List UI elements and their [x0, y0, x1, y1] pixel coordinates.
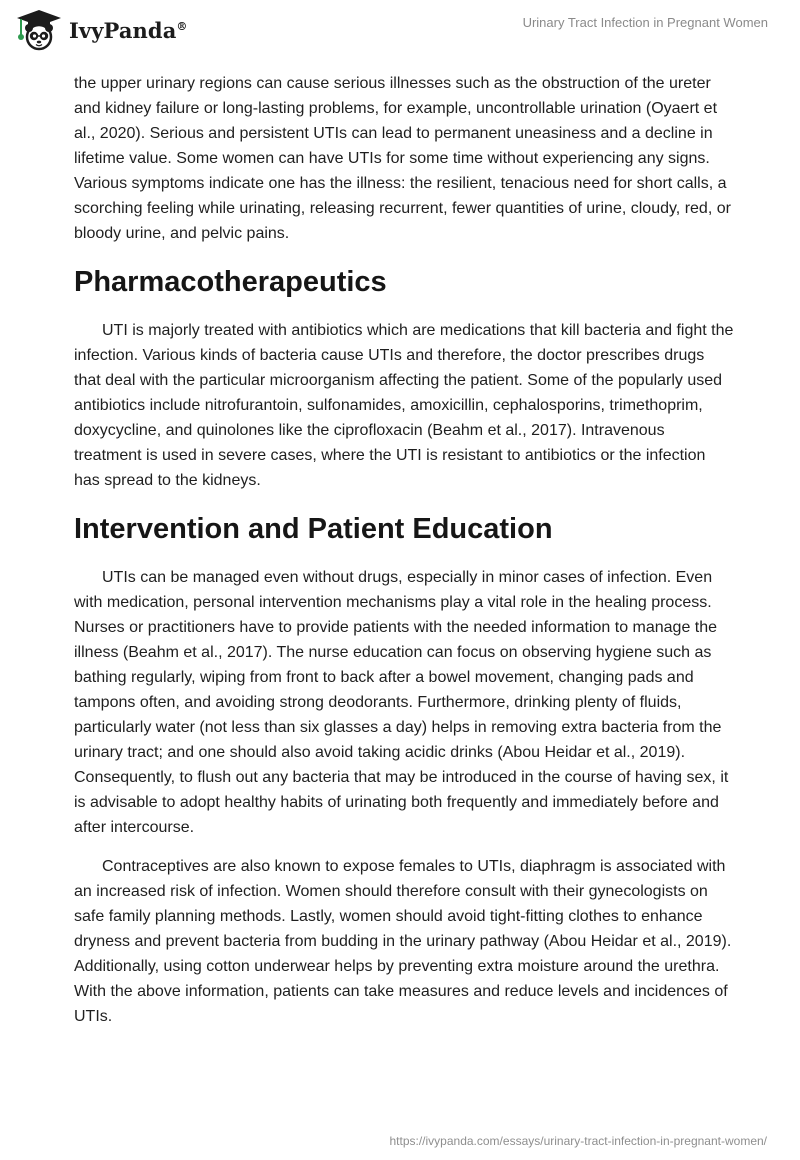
pharmacotherapeutics-paragraph: UTI is majorly treated with antibiotics which are medications that kill bacteria and fight the infection. Various kinds of bacteria cause UTIs and therefore, the doctor prescribes drugs that deal with the particular microorganism affecting the patient. Some of the popularly used antibiotics include nitrofurantoin, sulfonamides, amoxicillin, cephalosporins, trimethoprim, doxycycline, and quinolones like the ciprofloxacin (Beahm et al., 2017). Intravenous treatment is used in severe cases, where the UTI is resistant to antibiotics or the infection has spread to the kidneys.	[74, 322, 734, 489]
panda-graduate-icon	[14, 9, 64, 51]
intervention-paragraph-2: Contraceptives are also known to expose females to UTIs, diaphragm is associated with an increased risk of infection. Women should therefore consult with their gynecologists on safe family planning methods. Lastly, women should avoid tight-fitting clothes to enhance dryness and prevent bacteria from budding in the urinary pathway (Abou Heidar et al., 2019). Additionally, using cotton underwear helps by preventing extra moisture around the urethra. With the above information, patients can take measures and reduce levels and incidences of UTIs.	[74, 858, 732, 1025]
section-heading-intervention: Intervention and Patient Education	[74, 513, 553, 545]
intro-paragraph: the upper urinary regions can cause serious illnesses such as the obstruction of the ureter and kidney failure or long-lasting problems, for example, uncontrollable urination (Oyaert et al., 2020). Serious and persistent UTIs can lead to permanent uneasiness and a decline in lifetime value. Some women can have UTIs for some time without experiencing any signs. Various symptoms indicate one has the illness: the resilient, tenacious need for short calls, a scorching feeling while urinating, releasing recurrent, fewer quantities of urine, cloudy, red, or bloody urine, and pelvic pains.	[74, 75, 731, 242]
running-title: Urinary Tract Infection in Pregnant Women	[522, 15, 768, 30]
intervention-paragraph-1: UTIs can be managed even without drugs, especially in minor cases of infection. Even with medication, personal intervention mechanisms play a vital role in the healing process. Nurses or practitioners have to provide patients with the needed information to manage the illness (Beahm et al., 2017). The nurse education can focus on observing hygiene such as bathing regularly, wiping from front to back after a bowel movement, changing pads and tampons often, and avoiding strong deodorants. Furthermore, drinking plenty of fluids, particularly water (not less than six glasses a day) helps in removing extra bacteria from the urinary tract; and one should also avoid taking acidic drinks (Abou Heidar et al., 2019). Consequently, to flush out any bacteria that may be introduced in the course of having sex, it is advisable to adopt healthy habits of urinating both frequently and immediately before and after intercourse.	[74, 569, 729, 836]
ivypanda-logo[interactable]	[14, 9, 188, 51]
logo-wordmark: IvyPanda®	[69, 17, 188, 43]
source-url[interactable]: https://ivypanda.com/essays/urinary-tract-infection-in-pregnant-women/	[389, 1134, 767, 1148]
section-heading-pharmacotherapeutics: Pharmacotherapeutics	[74, 266, 387, 298]
essay-content	[74, 71, 734, 1029]
page-header	[0, 0, 800, 64]
